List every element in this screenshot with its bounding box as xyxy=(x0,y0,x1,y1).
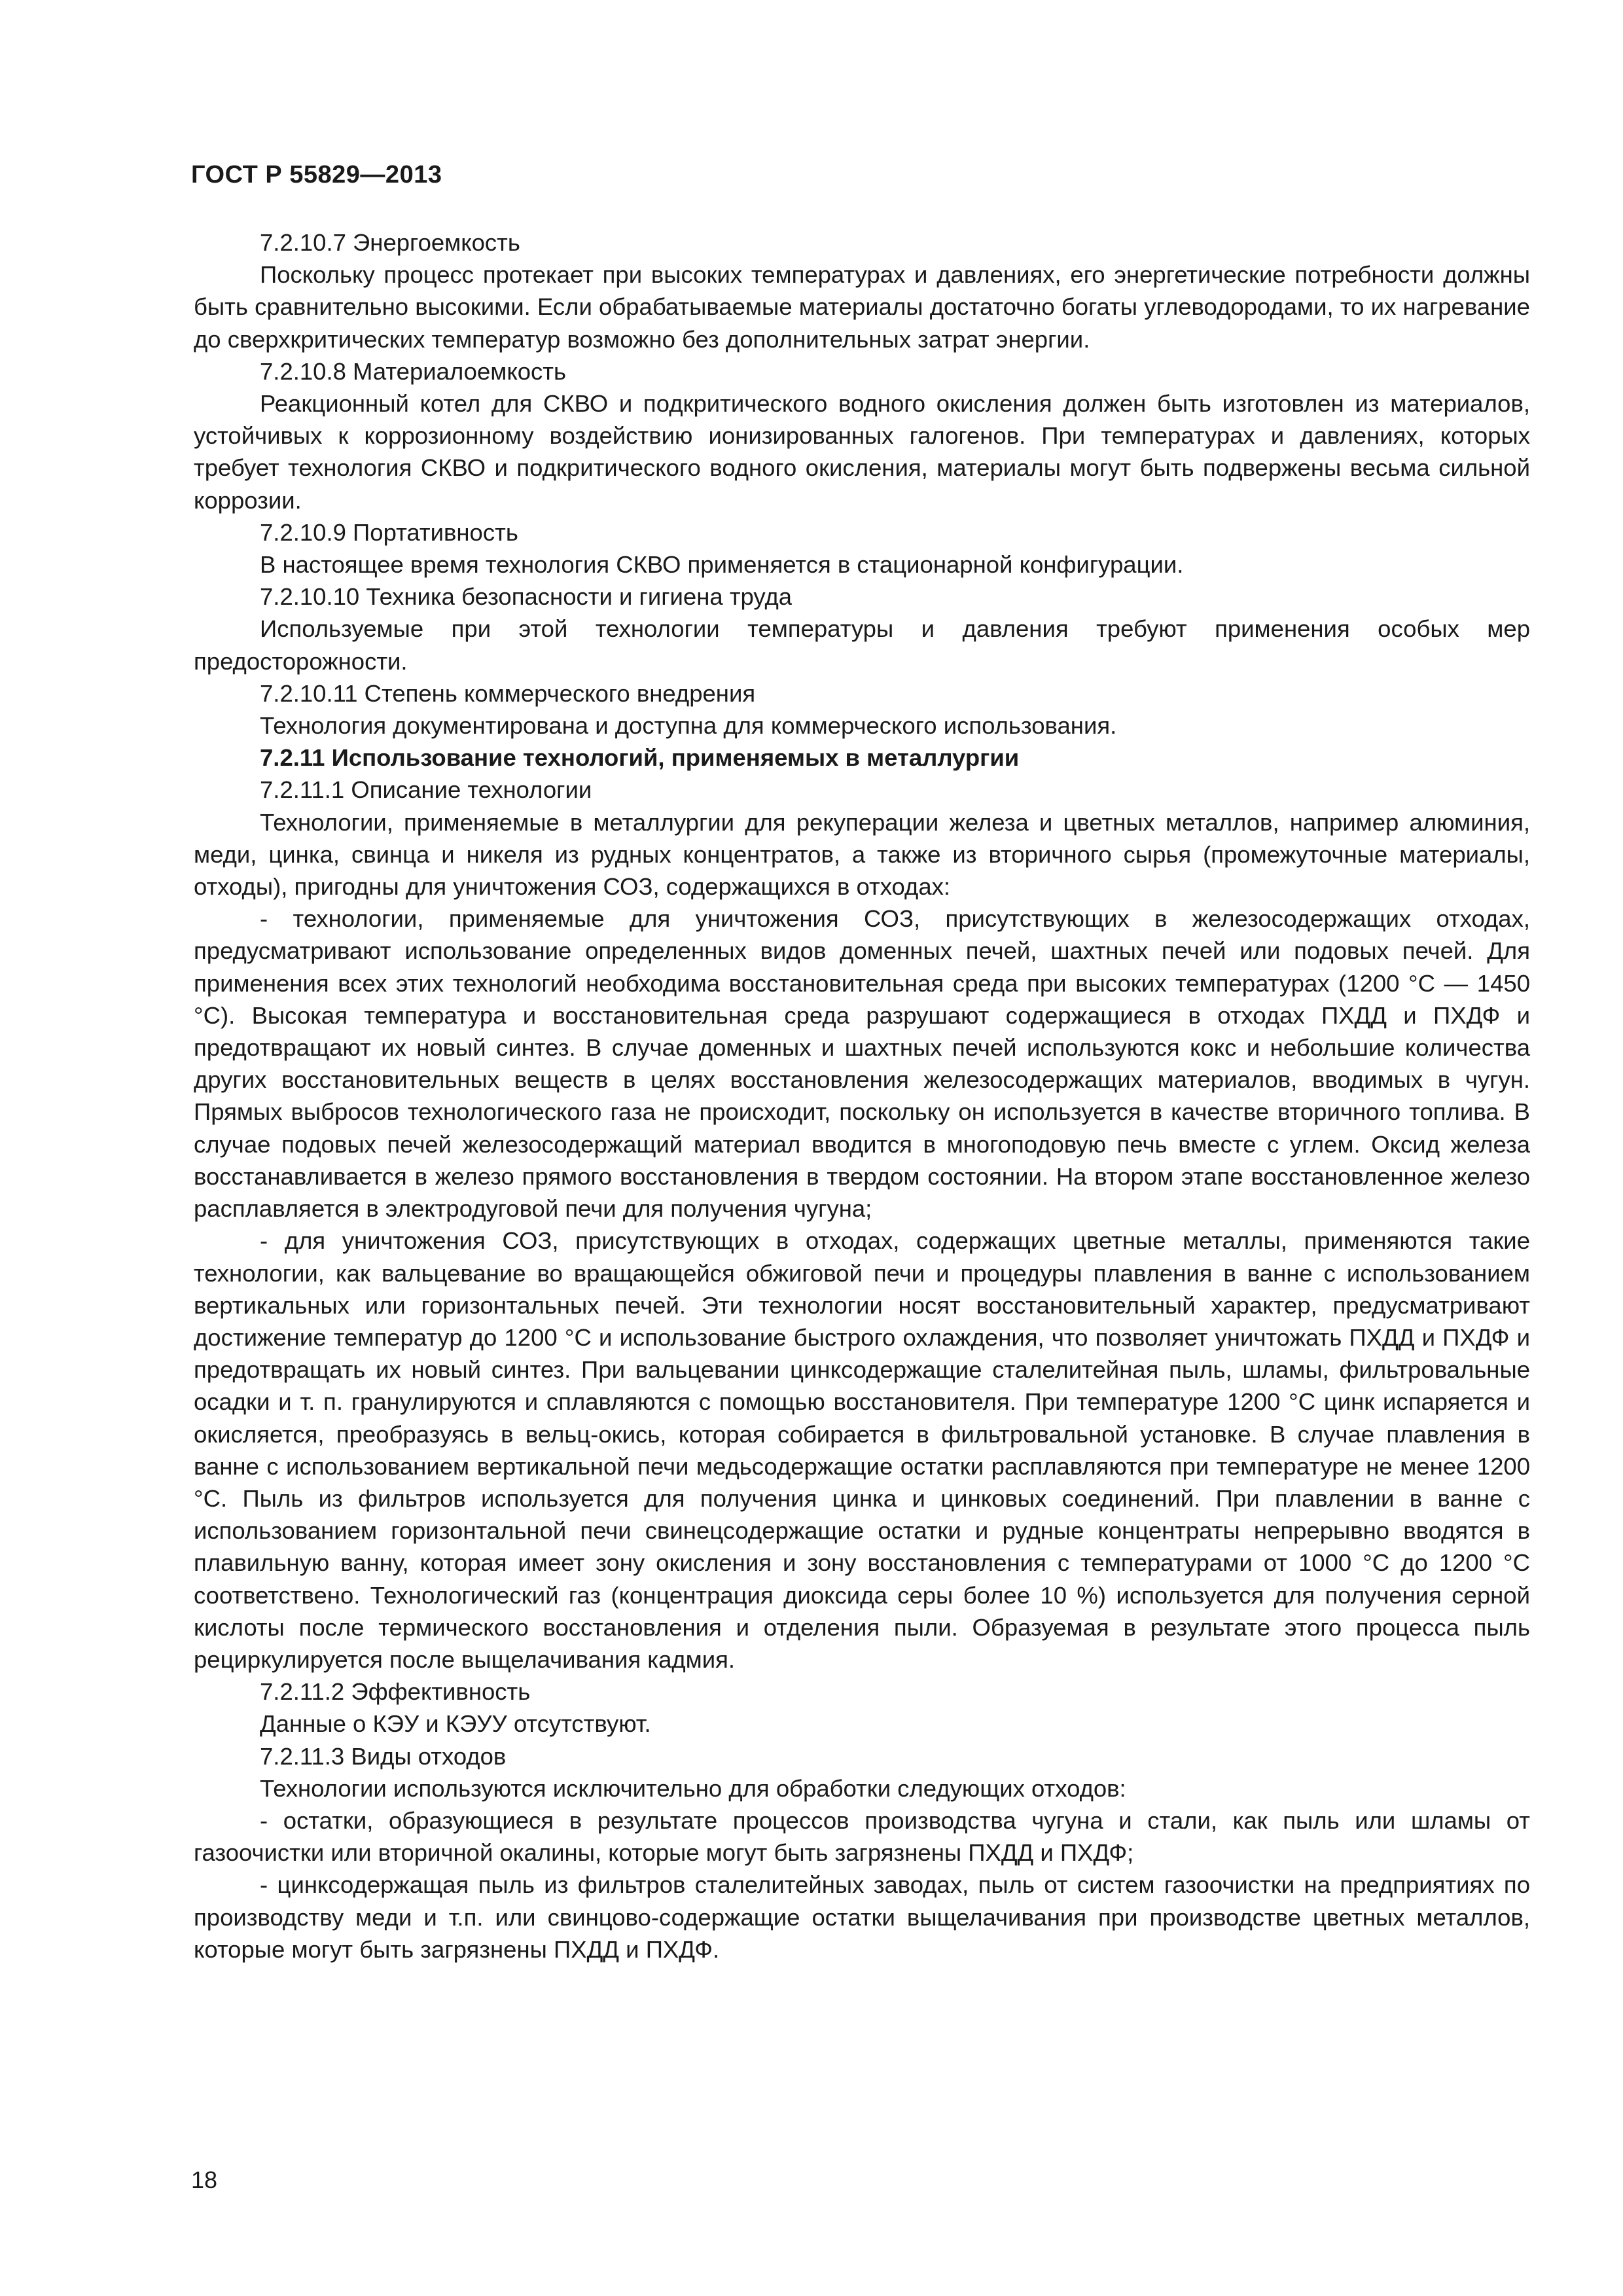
paragraph: Используемые при этой технологии температуры и давления требуют применения особых мер предосторожности. xyxy=(194,615,1530,675)
paragraph: 7.2.10.11 Степень коммерческого внедрения xyxy=(260,679,756,707)
page-number: 18 xyxy=(191,2166,218,2193)
paragraph: Технологии, применяемые в металлургии для рекуперации железа и цветных металлов, например алюминия, меди, цинка, свинца и никеля из рудных концентратов, а также из вторичного сырья (промежуточные материалы, отходы), пригодны для уничтожения СОЗ, содержащихся в отходах: xyxy=(194,808,1530,901)
document-header: ГОСТ Р 55829—2013 xyxy=(191,161,442,188)
document-body xyxy=(194,226,1530,1965)
paragraph: 7.2.11.2 Эффективность xyxy=(260,1678,531,1706)
paragraph: 7.2.10.9 Портативность xyxy=(260,518,518,546)
paragraph: - для уничтожения СОЗ, присутствующих в отходах, содержащих цветные металлы, применяются такие технологии, как вальцевание во вращающейся обжиговой печи и процедуры плавления в ванне с использованием вертикальных или горизонтальных печей. Эти технологии носят восстановительный характер, предусматривают достижение температур до 1200 °С и использование быстрого охлаждения, что позволяет уничтожать ПХДД и ПХДФ и предотвращать их новый синтез. При вальцевании цинксодержащие сталелитейная пыль, шламы, фильтровальные осадки и т. п. гранулируются и сплавляются с помощью восстановителя. При температуре 1200 °С цинк испаряется и окисляется, преобразуясь в вельц-окись, которая собирается в фильтровальной установке. В случае плавления в ванне с использованием вертикальной печи медьсодержащие остатки расплавляются при температуре не менее 1200 °С. Пыль из фильтров используется для получения цинка и цинковых соединений. При плавлении в ванне с использованием горизонтальной печи свинецсодержащие остатки и рудные концентраты непрерывно вводятся в плавильную ванну, которая имеет зону окисления и зону восстановления с температурами от 1000 °С до 1200 °С соответствено. Технологический газ (концентрация диоксида серы более 10 %) используется для получения серной кислоты после термического восстановления и отделения пыли. Образуемая в результате этого процесса пыль рециркулируется после выщелачивания кадмия. xyxy=(194,1227,1530,1673)
paragraph: Технологии используются исключительно для обработки следующих отходов: xyxy=(260,1774,1126,1802)
paragraph: Данные о КЭУ и КЭУУ отсутствуют. xyxy=(260,1710,651,1738)
paragraph: 7.2.10.10 Техника безопасности и гигиена труда xyxy=(260,583,793,611)
section-heading: 7.2.11 Использование технологий, применяемых в металлургии xyxy=(260,744,1020,772)
paragraph: Технология документирована и доступна для коммерческого использования. xyxy=(260,712,1117,740)
paragraph: Реакционный котел для СКВО и подкритического водного окисления должен быть изготовлен из материалов, устойчивых к коррозионному воздействию ионизированных галогенов. При температурах и давлениях, которых требует технология СКВО и подкритического водного окисления, материалы могут быть подвержены весьма сильной коррозии. xyxy=(194,390,1530,514)
paragraph: Поскольку процесс протекает при высоких температурах и давлениях, его энергетические потребности должны быть сравнительно высокими. Если обрабатываемые материалы достаточно богаты углеводородами, то их нагревание до сверхкритических температур возможно без дополнительных затрат энергии. xyxy=(194,261,1530,353)
paragraph: 7.2.11.3 Виды отходов xyxy=(260,1742,507,1770)
paragraph: 7.2.10.8 Материалоемкость xyxy=(260,357,567,385)
paragraph: В настоящее время технология СКВО применяется в стационарной конфигурации. xyxy=(260,551,1184,579)
paragraph: 7.2.10.7 Энергоемкость xyxy=(260,229,520,256)
paragraph: 7.2.11.1 Описание технологии xyxy=(260,776,592,804)
paragraph: - остатки, образующиеся в результате процессов производства чугуна и стали, как пыль или шламы от газоочистки или вторичной окалины, которые могут быть загрязнены ПХДД и ПХДФ; xyxy=(194,1806,1530,1867)
paragraph: - цинксодержащая пыль из фильтров сталелитейных заводах, пыль от систем газоочистки на предприятиях по производству меди и т.п. или свинцово-содержащие остатки выщелачивания при производстве цветных металлов, которые могут быть загрязнены ПХДД и ПХДФ. xyxy=(194,1871,1530,1963)
paragraph: - технологии, применяемые для уничтожения СОЗ, присутствующих в железосодержащих отходах, предусматривают использование определенных видов доменных печей, шахтных печей или подовых печей. Для применения всех этих технологий необходима восстановительная среда при высоких температурах (1200 °С — 1450 °С). Высокая температура и восстановительная среда разрушают содержащиеся в отходах ПХДД и ПХДФ и предотвращают их новый синтез. В случае доменных и шахтных печей используются кокс и небольшие количества других восстановительных веществ в целях восстановления железосодержащих материалов, вводимых в чугун. Прямых выбросов технологического газа не происходит, поскольку он используется в качестве вторичного топлива. В случае подовых печей железосодержащий материал вводится в многоподовую печь вместе с углем. Оксид железа восстанавливается в железо прямого восстановления в твердом состоянии. На втором этапе восстановленное железо расплавляется в электродуговой печи для получения чугуна; xyxy=(194,905,1530,1223)
